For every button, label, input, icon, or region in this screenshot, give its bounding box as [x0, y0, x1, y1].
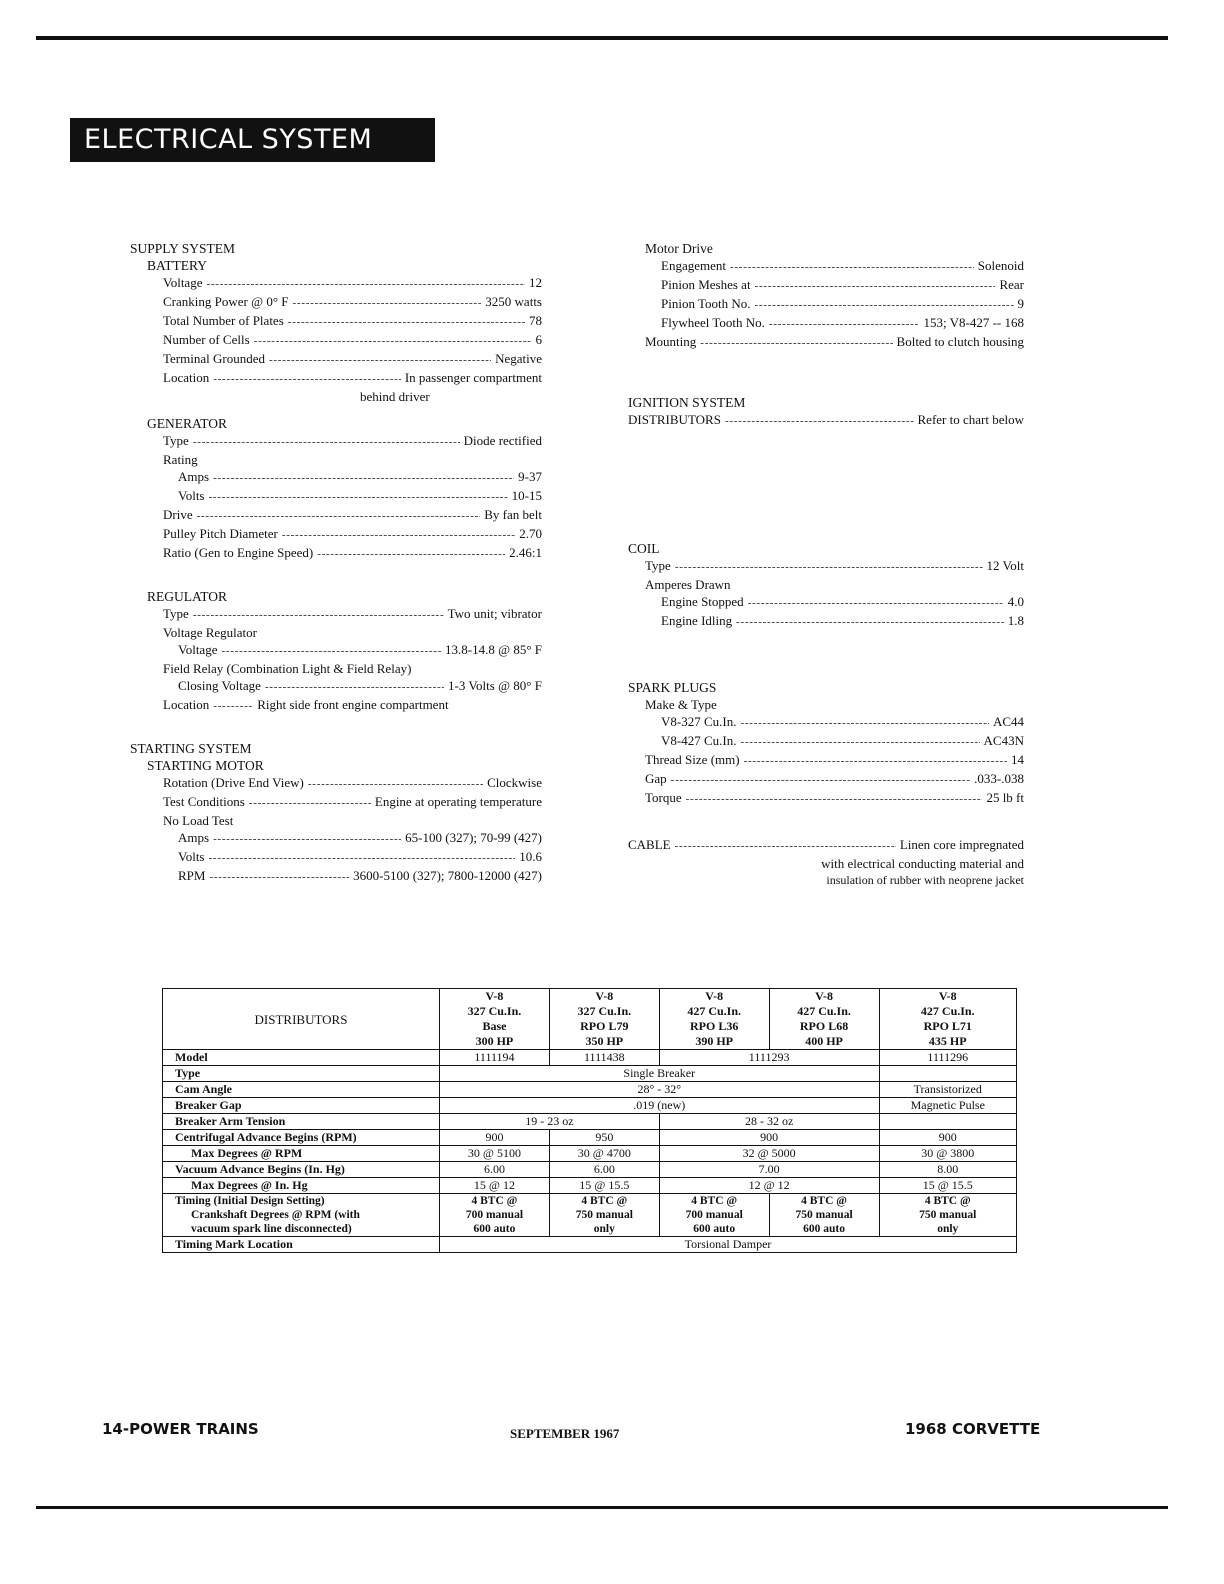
- table-corner-label: DISTRIBUTORS: [163, 989, 440, 1050]
- battery-voltage-row: Voltage - - - 12: [130, 274, 542, 293]
- regulator-type-row: Type - - - Two unit; vibrator: [130, 605, 542, 624]
- cable-row: CABLE - - - Linen core impregnated: [628, 836, 1024, 855]
- spark-plugs-heading: SPARK PLUGS: [628, 680, 717, 695]
- column-header: V-8 427 Cu.In. RPO L36 390 HP: [659, 989, 769, 1050]
- table-row: Type Single Breaker: [163, 1066, 1017, 1082]
- table-row: Max Degrees @ In. Hg 15 @ 12 15 @ 15.5 12 @ 12 15 @ 15.5: [163, 1178, 1017, 1194]
- field-relay-label: Field Relay (Combination Light & Field Relay): [163, 661, 412, 676]
- cable-cont-1: with electrical conducting material and: [821, 856, 1024, 871]
- generator-rating: Rating: [163, 452, 198, 467]
- table-row: Breaker Gap .019 (new) Magnetic Pulse: [163, 1098, 1017, 1114]
- page-title: ELECTRICAL SYSTEM: [70, 118, 435, 162]
- mounting-row: Mounting - - - Bolted to clutch housing: [628, 333, 1024, 352]
- no-load-test-label: No Load Test: [163, 813, 234, 828]
- battery-cranking-row: Cranking Power @ 0° F - - - 3250 watts: [130, 293, 542, 312]
- table-row: Max Degrees @ RPM 30 @ 5100 30 @ 4700 32 @ 5000 30 @ 3800: [163, 1146, 1017, 1162]
- top-rule: [36, 36, 1168, 40]
- thread-size-row: Thread Size (mm) - - - 14: [628, 751, 1024, 770]
- right-column: [628, 240, 1024, 889]
- distributors-row: DISTRIBUTORS - - - Refer to chart below: [628, 411, 1024, 430]
- coil-heading: COIL: [628, 541, 660, 556]
- battery-location-row: Location - - - In passenger compartment: [130, 369, 542, 388]
- table-row: Timing Mark Location Torsional Damper: [163, 1237, 1017, 1253]
- column-header: V-8 427 Cu.In. RPO L71 435 HP: [879, 989, 1017, 1050]
- engine-idling-row: Engine Idling - - - 1.8: [628, 612, 1024, 631]
- voltage-regulator-label: Voltage Regulator: [163, 625, 257, 640]
- v8-327-row: V8-327 Cu.In. - - - AC44: [628, 713, 1024, 732]
- regulator-voltage-row: Voltage - - - 13.8-14.8 @ 85° F: [130, 641, 542, 660]
- generator-drive-row: Drive - - - By fan belt: [130, 506, 542, 525]
- regulator-heading: REGULATOR: [147, 589, 228, 604]
- battery-plates-row: Total Number of Plates - - - 78: [130, 312, 542, 331]
- starter-volts-row: Volts - - - 10.6: [130, 848, 542, 867]
- engagement-row: Engagement - - - Solenoid: [628, 257, 1024, 276]
- generator-ratio-row: Ratio (Gen to Engine Speed) - - - 2.46:1: [130, 544, 542, 563]
- motor-drive-heading: Motor Drive: [645, 241, 713, 256]
- cable-cont-2: insulation of rubber with neoprene jacket: [826, 873, 1024, 887]
- generator-volts-row: Volts - - - 10-15: [130, 487, 542, 506]
- gap-row: Gap - - - .033-.038: [628, 770, 1024, 789]
- bottom-rule: [36, 1506, 1168, 1509]
- torque-row: Torque - - - 25 lb ft: [628, 789, 1024, 808]
- starting-system-heading: STARTING SYSTEM: [130, 741, 252, 756]
- table-row: Breaker Arm Tension 19 - 23 oz 28 - 32 oz: [163, 1114, 1017, 1130]
- generator-pulley-row: Pulley Pitch Diameter - - - 2.70: [130, 525, 542, 544]
- footer-section: 14-POWER TRAINS: [102, 1420, 259, 1438]
- battery-heading: BATTERY: [147, 258, 208, 273]
- starter-rpm-row: RPM - - - 3600-5100 (327); 7800-12000 (427): [130, 867, 542, 886]
- footer-date: SEPTEMBER 1967: [510, 1426, 620, 1441]
- test-conditions-row: Test Conditions - - - Engine at operating temperature: [130, 793, 542, 812]
- table-row: Centrifugal Advance Begins (RPM) 900 950 900 900: [163, 1130, 1017, 1146]
- starting-motor-heading: STARTING MOTOR: [147, 758, 264, 773]
- table-row: Cam Angle 28° - 32° Transistorized: [163, 1082, 1017, 1098]
- starter-amps-row: Amps - - - 65-100 (327); 70-99 (427): [130, 829, 542, 848]
- table-row: Model 1111194 1111438 1111293 1111296: [163, 1050, 1017, 1066]
- pinion-tooth-row: Pinion Tooth No. - - - 9: [628, 295, 1024, 314]
- pinion-meshes-row: Pinion Meshes at - - - Rear: [628, 276, 1024, 295]
- table-row: Vacuum Advance Begins (In. Hg) 6.00 6.00 7.00 8.00: [163, 1162, 1017, 1178]
- ignition-system-heading: IGNITION SYSTEM: [628, 395, 746, 410]
- column-header: V-8 327 Cu.In. RPO L79 350 HP: [549, 989, 659, 1050]
- amperes-drawn-label: Amperes Drawn: [645, 577, 731, 592]
- flywheel-tooth-row: Flywheel Tooth No. - - - 153; V8-427 -- 168: [628, 314, 1024, 333]
- make-type-label: Make & Type: [645, 697, 717, 712]
- column-header: V-8 327 Cu.In. Base 300 HP: [440, 989, 550, 1050]
- battery-grounded-row: Terminal Grounded - - - Negative: [130, 350, 542, 369]
- v8-427-row: V8-427 Cu.In. - - - AC43N: [628, 732, 1024, 751]
- regulator-location-row: Location - - - Right side front engine compartment: [130, 696, 542, 715]
- generator-type-row: Type - - - Diode rectified: [130, 432, 542, 451]
- generator-heading: GENERATOR: [147, 416, 228, 431]
- table-header-row: [163, 989, 1017, 1050]
- generator-amps-row: Amps - - - 9-37: [130, 468, 542, 487]
- supply-system-heading: SUPPLY SYSTEM: [130, 241, 236, 256]
- closing-voltage-row: Closing Voltage - - - 1-3 Volts @ 80° F: [130, 677, 542, 696]
- coil-type-row: Type - - - 12 Volt: [628, 557, 1024, 576]
- footer-model: 1968 CORVETTE: [905, 1420, 1041, 1438]
- left-column: [130, 240, 542, 886]
- table-row: Timing (Initial Design Setting) Crankshaft Degrees @ RPM (with vacuum spark line disconnected) 4 BTC @ 700 manual 600 auto 4 BTC @ 750 manual only 4 BTC @ 700 manual 600 auto 4 BTC @ 750 manual 600 auto 4 BTC @ 750 manual only: [163, 1194, 1017, 1237]
- engine-stopped-row: Engine Stopped - - - 4.0: [628, 593, 1024, 612]
- column-header: V-8 427 Cu.In. RPO L68 400 HP: [769, 989, 879, 1050]
- rotation-row: Rotation (Drive End View) - - - Clockwise: [130, 774, 542, 793]
- battery-location-cont: behind driver: [360, 389, 430, 404]
- battery-cells-row: Number of Cells - - - 6: [130, 331, 542, 350]
- distributor-table: [162, 988, 1017, 1253]
